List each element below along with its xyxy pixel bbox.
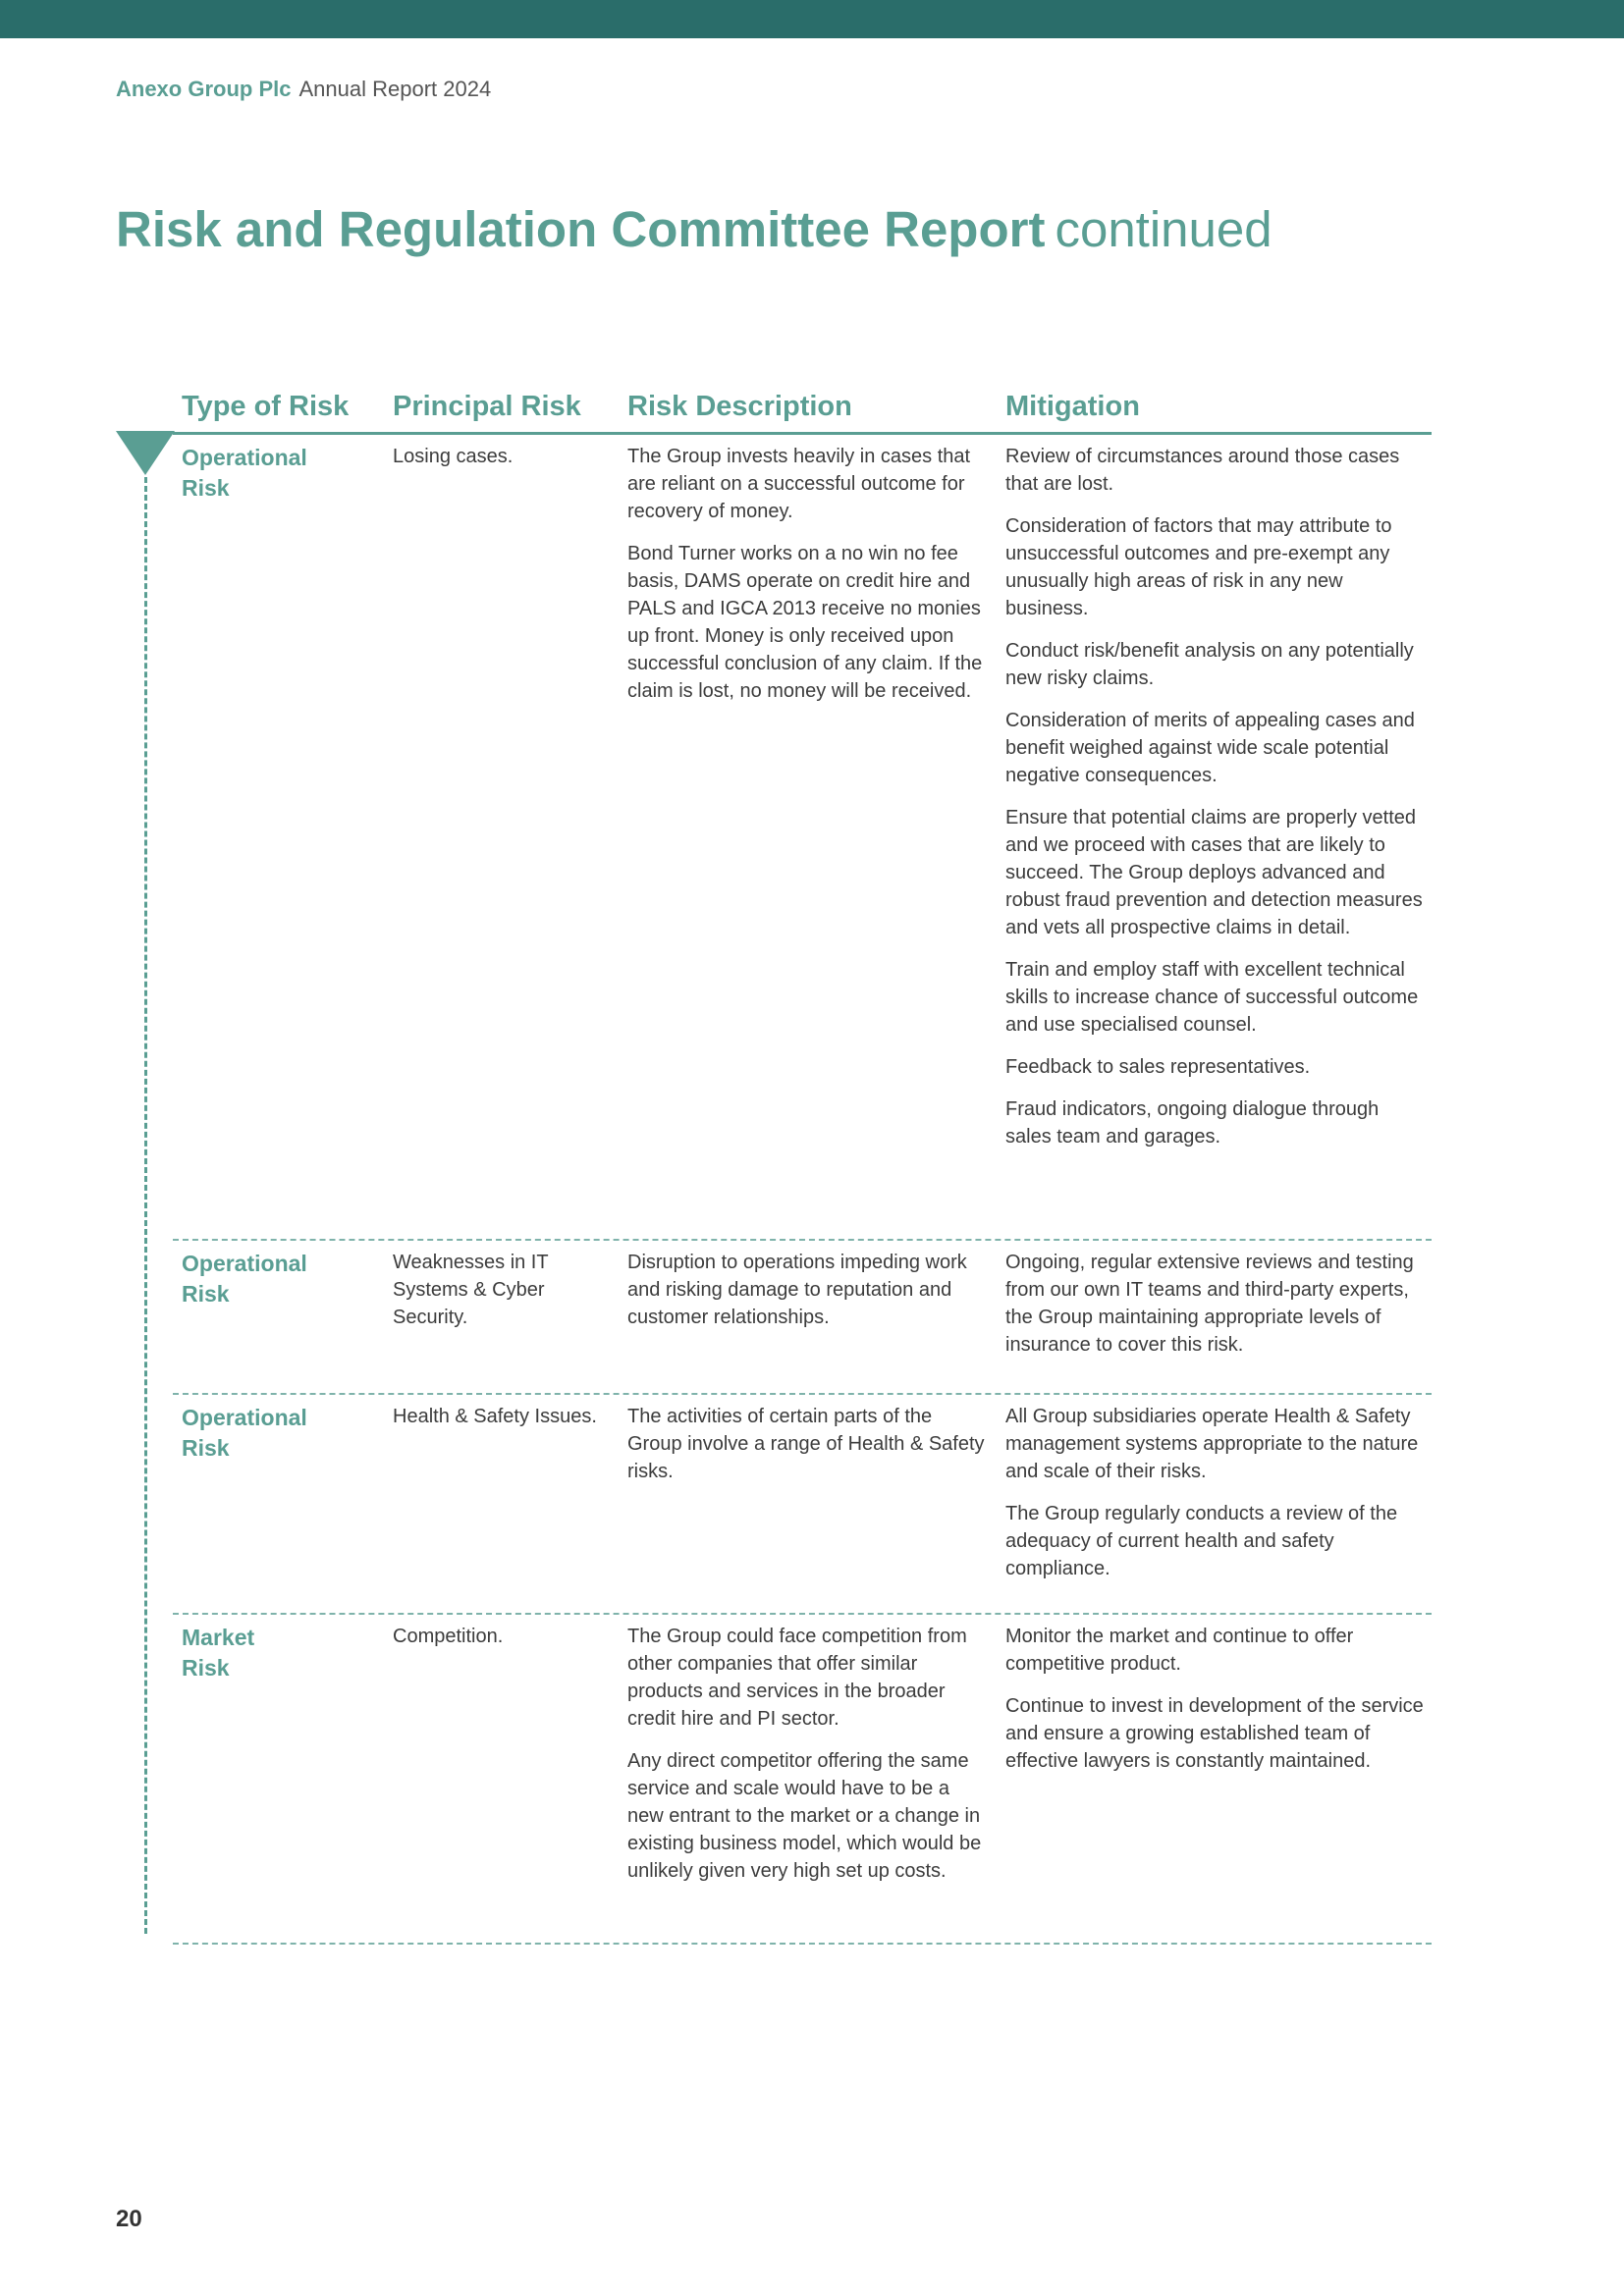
page-number: 20 <box>116 2206 142 2232</box>
column-header-type: Type of Risk <box>182 391 350 422</box>
table-row <box>173 435 1432 1241</box>
column-header-mitigation: Mitigation <box>1005 391 1140 422</box>
mitigation: All Group subsidiaries operate Health & Safety management systems appropriate to the nature and scale of their risks. The Group regularly conducts a review of the adequacy of current health and safety compliance. <box>1005 1406 1419 1579</box>
mitigation: Ongoing, regular extensive reviews and testing from our own IT teams and third-party experts, the Group maintaining appropriate levels of insurance to cover this risk. <box>1005 1252 1414 1356</box>
page-title-suffix: continued <box>1055 201 1272 257</box>
triangle-marker-icon <box>116 431 175 475</box>
risk-type: Operational Risk <box>182 1405 307 1461</box>
company-name: Anexo Group Plc <box>116 77 292 101</box>
column-header-principal: Principal Risk <box>393 391 581 422</box>
mitigation: Review of circumstances around those cases that are lost. Consideration of factors that may attribute to unsuccessful outcomes and pre-exempt any unusually high areas of risk in any new business. Conduct risk/benefit analysis on any potentially new risky claims. Consideration of merits of appealing cases and benefit weighed against wide scale potential negative consequences. Ensure that potential claims are properly vetted and we proceed with cases that are likely to succeed. The Group deploys advanced and robust fraud prevention and detection measures and vets all prospective claims in detail. Train and employ staff with excellent technical skills to increase chance of successful outcome and use specialised counsel. Feedback to sales representatives. Fraud indicators, ongoing dialogue through sales team and garages. <box>1005 446 1423 1148</box>
principal-risk: Losing cases. <box>393 446 514 467</box>
top-color-bar <box>0 0 1624 38</box>
principal-risk: Weaknesses in IT Systems & Cyber Security. <box>393 1252 549 1328</box>
document-name: Annual Report 2024 <box>298 77 492 101</box>
column-header-description: Risk Description <box>627 391 852 422</box>
risk-table <box>173 387 1432 1945</box>
risk-description: Disruption to operations impeding work and risking damage to reputation and customer relationships. <box>627 1252 967 1328</box>
risk-type: Market Risk <box>182 1625 255 1681</box>
risk-description: The Group invests heavily in cases that are reliant on a successful outcome for recovery of money. Bond Turner works on a no win no fee basis, DAMS operate on credit hire and PALS and IGCA 2013 receive no monies up front. Money is only received upon successful conclusion of any claim. If the claim is lost, no money will be received. <box>627 446 983 702</box>
page-title <box>116 200 1272 258</box>
risk-description: The Group could face competition from other companies that offer similar products and services in the broader credit hire and PI sector. Any direct competitor offering the same service and scale would have to be a new entrant to the market or a change in existing business model, which would be unlikely given very high set up costs. <box>627 1626 982 1882</box>
mitigation: Monitor the market and continue to offer competitive product. Continue to invest in development of the service and ensure a growing established team of effective lawyers is constantly maintained. <box>1005 1626 1424 1772</box>
principal-risk: Competition. <box>393 1626 504 1647</box>
principal-risk: Health & Safety Issues. <box>393 1406 597 1427</box>
table-row <box>173 1615 1432 1945</box>
page-title-main: Risk and Regulation Committee Report <box>116 201 1046 257</box>
running-header <box>116 77 491 102</box>
risk-type: Operational Risk <box>182 1251 307 1307</box>
dashed-vertical-guide <box>144 477 147 1934</box>
table-row <box>173 1241 1432 1395</box>
risk-description: The activities of certain parts of the Group involve a range of Health & Safety risks. <box>627 1406 985 1482</box>
risk-type: Operational Risk <box>182 445 307 501</box>
table-row <box>173 1395 1432 1615</box>
table-header-row <box>173 387 1432 435</box>
